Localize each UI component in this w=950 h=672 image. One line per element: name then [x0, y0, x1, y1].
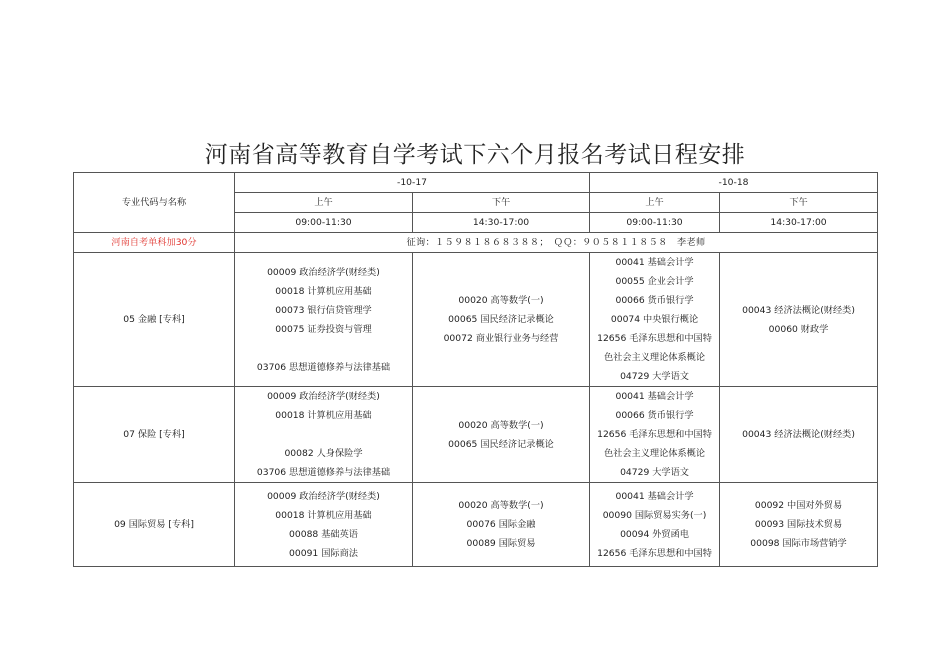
course-cell — [235, 387, 413, 483]
major-name: 07 保险 [专科] — [74, 387, 235, 483]
major-name: 05 金融 [专科] — [74, 253, 235, 387]
time-header: 14:30-17:00 — [413, 213, 590, 233]
course-item: 12656 毛泽东思想和中国特 — [597, 429, 712, 440]
date-header-2: -10-18 — [590, 173, 878, 193]
course-item: 00009 政治经济学(财经类) — [267, 266, 380, 278]
course-item: 04729 大学语文 — [620, 467, 689, 478]
course-cell — [590, 387, 720, 483]
course-item: 00089 国际贸易 — [466, 538, 536, 549]
time-header: 14:30-17:00 — [720, 213, 878, 233]
course-item: 03706 思想道德修养与法律基础 — [256, 361, 391, 373]
course-item: 00098 国际市场营销学 — [750, 538, 847, 549]
course-cell — [720, 387, 878, 483]
header-row-dates — [74, 173, 878, 193]
course-item: 00075 证券投资与管理 — [275, 323, 372, 335]
course-item: 色社会主义理论体系概论 — [603, 352, 706, 363]
promo-label: 河南自考单科加30分 — [74, 233, 235, 253]
course-item: 00041 基础会计学 — [615, 257, 694, 268]
table-row — [74, 483, 878, 567]
major-name: 09 国际贸易 [专科] — [74, 483, 235, 567]
course-item: 00009 政治经济学(财经类) — [267, 391, 380, 402]
course-item: 00043 经济法概论(财经类) — [742, 304, 855, 316]
course-cell — [413, 253, 590, 387]
course-item: 00018 计算机应用基础 — [275, 285, 372, 297]
page-title: 河南省高等教育自学考试下六个月报名考试日程安排 — [204, 142, 746, 168]
course-cell — [235, 253, 413, 387]
session-header: 上午 — [235, 193, 413, 213]
course-item: 00018 计算机应用基础 — [275, 410, 372, 421]
course-cell — [413, 483, 590, 567]
course-item: 00092 中国对外贸易 — [754, 500, 843, 511]
course-item: 00076 国际金融 — [466, 519, 536, 530]
course-item: 色社会主义理论体系概论 — [603, 448, 706, 459]
course-cell — [590, 253, 720, 387]
course-item: 00082 人身保险学 — [284, 448, 363, 459]
course-item: 00091 国际商法 — [289, 547, 358, 559]
contact-info: 征询：１５９８１８６８３８８； ＱＱ：９０５８１１８５８ 李老师 — [235, 233, 878, 253]
time-header: 09:00-11:30 — [590, 213, 720, 233]
date-header-1: -10-17 — [235, 173, 590, 193]
promo-row — [74, 233, 878, 253]
course-item: 00065 国民经济记录概论 — [448, 314, 554, 325]
course-item: 04729 大学语文 — [620, 371, 689, 382]
table-row — [74, 387, 878, 483]
course-item: 00041 基础会计学 — [615, 391, 694, 402]
course-item: 00066 货币银行学 — [615, 295, 694, 306]
course-cell — [235, 483, 413, 567]
course-item: 00020 高等数学(一) — [458, 419, 544, 431]
course-cell — [590, 483, 720, 567]
time-header: 09:00-11:30 — [235, 213, 413, 233]
course-cell — [720, 483, 878, 567]
course-item: 00055 企业会计学 — [615, 276, 694, 287]
schedule-table — [73, 172, 878, 567]
course-item: 00088 基础英语 — [289, 528, 358, 540]
course-item: 00020 高等数学(一) — [458, 295, 544, 306]
session-header: 下午 — [720, 193, 878, 213]
session-header: 下午 — [413, 193, 590, 213]
course-item: 12656 毛泽东思想和中国特 — [597, 333, 712, 344]
course-cell — [720, 253, 878, 387]
course-item: 00093 国际技术贸易 — [754, 519, 843, 530]
table-row — [74, 253, 878, 387]
course-item: 00060 财政学 — [768, 323, 829, 335]
course-item: 00020 高等数学(一) — [458, 500, 544, 511]
course-item: 00009 政治经济学(财经类) — [267, 490, 380, 502]
course-item: 00094 外贸函电 — [620, 528, 689, 540]
course-item: 00074 中央银行概论 — [610, 314, 699, 325]
course-item: 00072 商业银行业务与经营 — [443, 333, 559, 344]
course-item: 00066 货币银行学 — [615, 410, 694, 421]
course-item: 00043 经济法概论(财经类) — [742, 429, 855, 440]
course-item: 00041 基础会计学 — [615, 490, 694, 502]
course-item: 00073 银行信贷管理学 — [275, 304, 372, 316]
course-item: 03706 思想道德修养与法律基础 — [256, 467, 391, 478]
course-item: 00090 国际贸易实务(一) — [602, 509, 707, 521]
session-header: 上午 — [590, 193, 720, 213]
major-header: 专业代码与名称 — [74, 173, 235, 233]
course-cell — [413, 387, 590, 483]
course-item: 00018 计算机应用基础 — [275, 509, 372, 521]
course-item: 00065 国民经济记录概论 — [448, 438, 554, 450]
course-item: 12656 毛泽东思想和中国特 — [597, 547, 712, 559]
